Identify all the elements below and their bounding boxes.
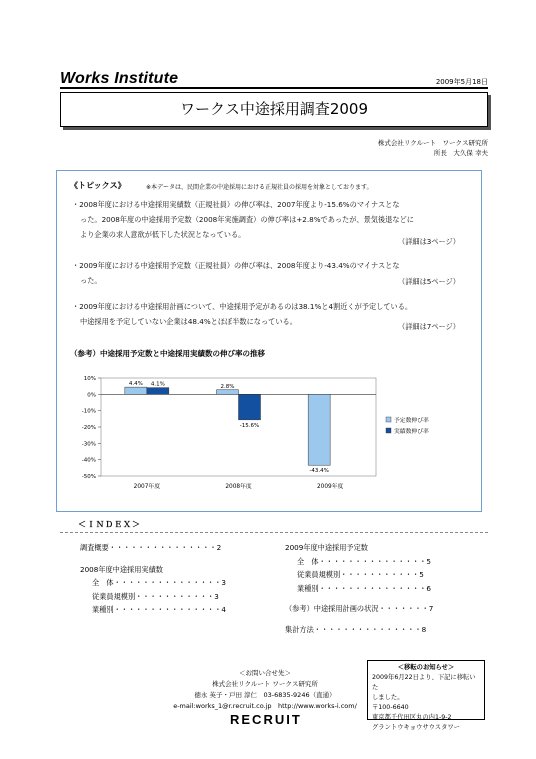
legend-label: 予定数伸び率 (394, 418, 429, 424)
index-entry: 調査概要・・・・・・・・・・・・・・・2 (80, 543, 222, 552)
organization-info (378, 138, 488, 158)
data-label: -43.4% (309, 468, 329, 475)
bar-actual (147, 388, 169, 395)
director-name: 所長 大久保 幸夫 (433, 149, 488, 157)
notice-line-3: 〒100-6640 (372, 704, 409, 711)
topic-item-2 (72, 258, 400, 288)
works-institute-logo: Works Institute (60, 70, 179, 87)
topic-1-line-1: ・2008年度における中途採用実績数（正規社員）の伸び率は、2007年度より-15.6%のマイナスとな (72, 200, 400, 209)
y-tick-label: -50% (81, 474, 96, 480)
document-date: 2009年5月18日 (435, 78, 488, 86)
index-entry: 業種別・・・・・・・・・・・・・・・4 (92, 605, 226, 614)
data-label: 2.8% (220, 383, 235, 390)
relocation-notice (367, 660, 485, 731)
topic-2-line-2: った。 (80, 276, 102, 285)
index-entry: 集計方法・・・・・・・・・・・・・・・8 (285, 624, 427, 634)
contact-email[interactable]: e-mail:works_1@r.recruit.co.jp http://www.works-i.com/ (173, 702, 357, 710)
topic-3-line-1: ・2009年度における中途採用計画について、中途採用予定があるのは38.1%と4割近くが予定している。 (72, 302, 413, 311)
y-tick-label: 0% (87, 392, 96, 399)
index-entry: 業種別・・・・・・・・・・・・・・・6 (297, 583, 431, 593)
data-label: -15.6% (239, 422, 260, 429)
x-tick-label: 2008年度 (225, 484, 252, 490)
index-heading: ＜ＩＮＤＥＸ＞ (78, 520, 141, 529)
bar-actual (239, 394, 261, 419)
legend-label: 実績数伸び率 (394, 429, 429, 435)
y-tick-label: -20% (81, 425, 96, 431)
bar-planned (125, 387, 147, 394)
organization-name: 株式会社リクルート ワークス研究所 (377, 139, 488, 147)
index-entry: 従業員規模別・・・・・・・・・・・5 (297, 570, 424, 579)
topic-2-ref: （詳細は5ページ） (398, 277, 460, 286)
y-tick-label: 10% (83, 376, 96, 382)
topic-1-line-3: より企業の求人意欲が低下した状況となっている。 (80, 230, 246, 239)
x-tick-label: 2009年度 (316, 484, 344, 490)
index-divider (60, 532, 488, 533)
recruit-logo: RECRUIT (230, 712, 302, 727)
topics-note: ※本データは、民間企業の中途採用における正規社員の採用を対象としております。 (146, 184, 373, 191)
contact-heading: ＜お問い合せ先＞ (239, 669, 291, 677)
index-entry: 全 体・・・・・・・・・・・・・・・3 (92, 578, 226, 587)
growth-rate-chart (56, 366, 476, 506)
y-tick-label: -30% (81, 441, 96, 448)
y-tick-label: -40% (81, 457, 96, 464)
topic-3-ref: （詳細は7ページ） (398, 322, 460, 331)
x-tick-label: 2007年度 (133, 484, 161, 490)
notice-line-5: グラントウキョウサウスタワー (372, 724, 460, 731)
notice-title: ＜移転のお知らせ＞ (397, 664, 455, 671)
topics-heading: 《トピックス》 (70, 181, 126, 190)
topic-1-ref: （詳細は3ページ） (398, 237, 460, 246)
document-title: ワークス中途採用調査2009 (60, 92, 488, 127)
topic-1-line-2: った。2008年度の中途採用予定数（2008年実施調査）の伸び率は+2.8%であったが、景気後退などに (80, 215, 414, 224)
index-entry: 2008年度中途採用実績数 (80, 564, 163, 574)
topic-item-1 (72, 197, 414, 242)
topic-2-line-1: ・2009年度における中途採用予定数（正規社員）の伸び率は、2008年度より-43.4%のマイナスとな (72, 261, 400, 270)
header-rule (60, 87, 488, 89)
index-entry: （参考）中途採用計画の状況・・・・・・・7 (285, 604, 434, 613)
chart-title: （参考）中途採用予定数と中途採用実績数の伸び率の推移 (70, 349, 265, 358)
bar-planned (308, 394, 330, 465)
topic-item-3 (72, 299, 412, 329)
data-label: 4.4% (128, 381, 143, 388)
notice-line-2: しました。 (372, 694, 404, 701)
data-label: 4.1% (150, 381, 165, 388)
notice-line-1: 2009年6月22日より、下記に移転いた (372, 674, 476, 691)
index-entry: 2009年度中途採用予定数 (285, 543, 368, 552)
legend-swatch (386, 417, 391, 422)
bar-planned (217, 390, 239, 395)
notice-line-4: 東京都千代田区丸の内1-9-2 (372, 714, 452, 721)
y-tick-label: -10% (81, 408, 96, 415)
legend-swatch (386, 428, 391, 433)
index-entry: 従業員規模別・・・・・・・・・・・3 (92, 591, 219, 601)
contact-people: 徳永 英子・戸田 淳仁 03-6835-9246（直通） (194, 691, 336, 699)
index-entry: 全 体・・・・・・・・・・・・・・・5 (297, 556, 431, 566)
contact-info (160, 668, 370, 712)
contact-company: 株式会社リクルート ワークス研究所 (212, 680, 318, 688)
topic-3-line-2: 中途採用を予定していない企業は48.4%とほぼ半数になっている。 (80, 317, 297, 326)
